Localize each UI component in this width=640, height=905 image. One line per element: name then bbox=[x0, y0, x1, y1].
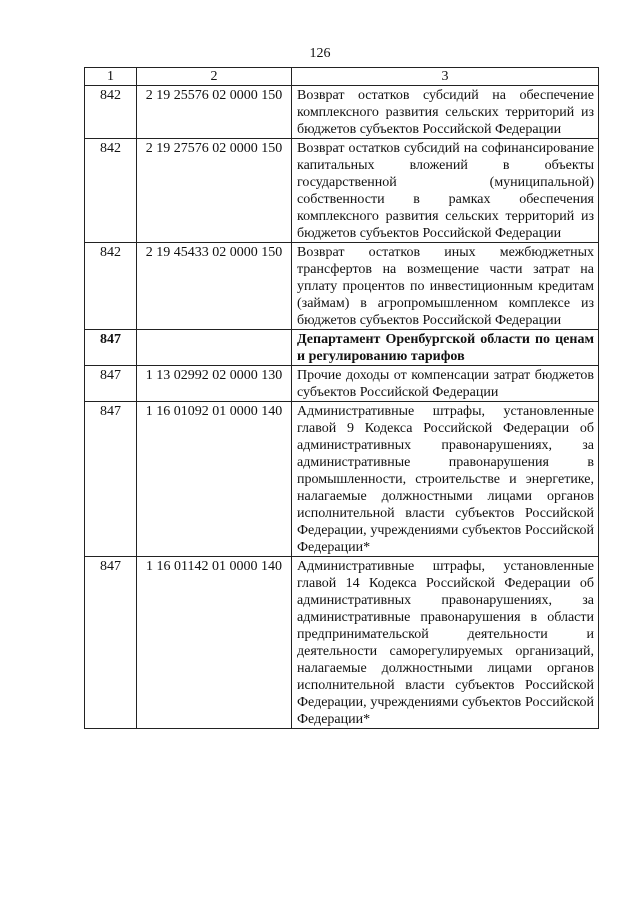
budget-code-cell bbox=[137, 330, 292, 366]
description-cell: Административные штрафы, установленные главой 14 Кодекса Российской Федерации об административных правонарушениях, за административные правонарушения в области предпринимательской деятельности и деятельности саморегулируемых организаций, налагаемые должностными лицами органов исполнительной власти субъектов Российской Федерации, учреждениями субъектов Российской Федерации* bbox=[292, 557, 599, 729]
description-cell: Возврат остатков субсидий на софинансирование капитальных вложений в объекты государственной (муниципальной) собственности в рамках обеспечения комплексного развития сельских территорий из бюджетов субъектов Российской Федерации bbox=[292, 139, 599, 243]
budget-codes-table bbox=[84, 67, 599, 729]
description-cell: Возврат остатков иных межбюджетных трансфертов на возмещение части затрат на уплату процентов по инвестиционным кредитам (займам) в агропромышленном комплексе из бюджетов субъектов Российской Федерации bbox=[292, 243, 599, 330]
table-body bbox=[85, 86, 599, 729]
column-header: 2 bbox=[137, 68, 292, 86]
budget-code-cell: 1 16 01142 01 0000 140 bbox=[137, 557, 292, 729]
table-row bbox=[85, 557, 599, 729]
table-row bbox=[85, 86, 599, 139]
admin-code-cell: 847 bbox=[85, 402, 137, 557]
page-number: 126 bbox=[309, 46, 331, 61]
column-header: 3 bbox=[292, 68, 599, 86]
table-row bbox=[85, 243, 599, 330]
table-row-department-heading bbox=[85, 330, 599, 366]
admin-code-cell: 842 bbox=[85, 243, 137, 330]
admin-code-cell: 847 bbox=[85, 557, 137, 729]
table-row bbox=[85, 366, 599, 402]
admin-code-cell: 842 bbox=[85, 139, 137, 243]
budget-code-cell: 2 19 25576 02 0000 150 bbox=[137, 86, 292, 139]
description-cell: Возврат остатков субсидий на обеспечение комплексного развития сельских территорий из бюджетов субъектов Российской Федерации bbox=[292, 86, 599, 139]
department-name-cell: Департамент Оренбургской области по ценам и регулированию тарифов bbox=[292, 330, 599, 366]
table-row bbox=[85, 139, 599, 243]
budget-code-cell: 2 19 45433 02 0000 150 bbox=[137, 243, 292, 330]
budget-code-cell: 2 19 27576 02 0000 150 bbox=[137, 139, 292, 243]
table-header-row bbox=[85, 68, 599, 86]
column-header: 1 bbox=[85, 68, 137, 86]
table-row bbox=[85, 402, 599, 557]
description-cell: Прочие доходы от компенсации затрат бюджетов субъектов Российской Федерации bbox=[292, 366, 599, 402]
description-cell: Административные штрафы, установленные главой 9 Кодекса Российской Федерации об административных правонарушениях, за административные правонарушения в промышленности, строительстве и энергетике, налагаемые должностными лицами органов исполнительной власти субъектов Российской Федерации, учреждениями субъектов Российской Федерации* bbox=[292, 402, 599, 557]
admin-code-cell: 842 bbox=[85, 86, 137, 139]
budget-code-cell: 1 13 02992 02 0000 130 bbox=[137, 366, 292, 402]
admin-code-cell: 847 bbox=[85, 366, 137, 402]
admin-code-cell: 847 bbox=[85, 330, 137, 366]
budget-code-cell: 1 16 01092 01 0000 140 bbox=[137, 402, 292, 557]
